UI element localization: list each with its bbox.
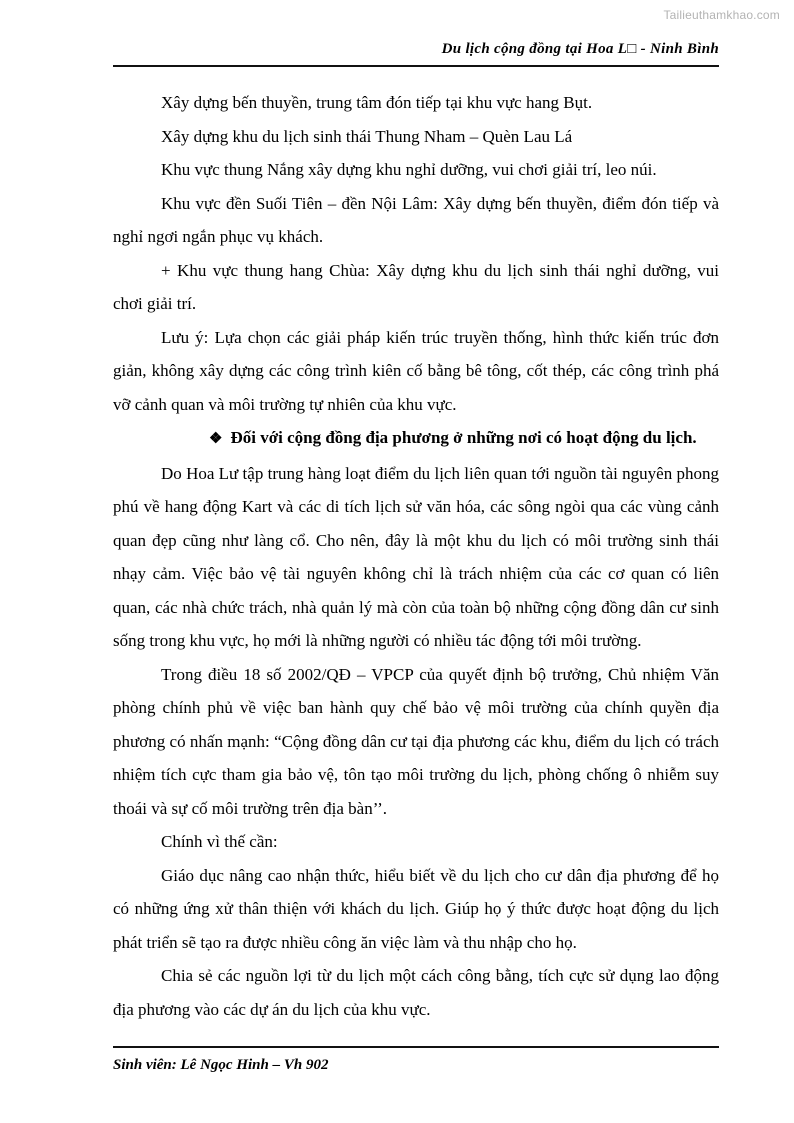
paragraph: Lưu ý: Lựa chọn các giải pháp kiến trúc truyền thống, hình thức kiến trúc đơn giản, không xây dựng các công trình kiên cố bằng bê tông, cốt thép, các công trình phá vỡ cảnh quan và môi trường tự nhiên của khu vực. bbox=[113, 327, 719, 414]
bullet-heading-text: Đối với cộng đồng địa phương ở những nơi có hoạt động du lịch. bbox=[230, 428, 697, 447]
paragraph: Xây dựng khu du lịch sinh thái Thung Nham – Quèn Lau Lá bbox=[161, 126, 573, 146]
footer-signature: Sinh viên: Lê Ngọc Hinh – Vh 902 bbox=[113, 1057, 329, 1073]
paragraph: Khu vực đền Suối Tiên – đền Nội Lâm: Xây dựng bến thuyền, điểm đón tiếp và nghỉ ngơi ngắn phục vụ khách. bbox=[113, 193, 719, 246]
document-body bbox=[113, 86, 719, 1026]
watermark-text: Tailieuthamkhao.com bbox=[663, 8, 780, 22]
bullet-heading bbox=[113, 421, 719, 457]
page-footer bbox=[113, 1046, 719, 1074]
paragraph: Chính vì thế cần: bbox=[161, 832, 278, 851]
header-title: Du lịch cộng đồng tại Hoa L□ - Ninh Bình bbox=[441, 41, 719, 57]
paragraph: Giáo dục nâng cao nhận thức, hiểu biết về du lịch cho cư dân địa phương để họ có những ứng xử thân thiện với khách du lịch. Giúp họ ý thức được hoạt động du lịch phát triển sẽ tạo ra được nhiều công ăn việc làm và thu nhập cho họ. bbox=[113, 865, 719, 952]
page-header bbox=[113, 40, 719, 67]
paragraph: Xây dựng bến thuyền, trung tâm đón tiếp tại khu vực hang Bụt. bbox=[161, 93, 593, 112]
paragraph: Trong điều 18 số 2002/QĐ – VPCP của quyết định bộ trưởng, Chủ nhiệm Văn phòng chính phủ về việc ban hành quy chế bảo vệ môi trường của chính quyền địa phương có nhấn mạnh: “Cộng đồng dân cư tại địa phương các khu, điểm du lịch có trách nhiệm tích cực tham gia bảo vệ, tôn tạo môi trường du lịch, phòng chống ô nhiễm suy thoái và sự cố môi trường trên địa bàn’’. bbox=[113, 664, 719, 818]
paragraph: + Khu vực thung hang Chùa: Xây dựng khu du lịch sinh thái nghỉ dưỡng, vui chơi giải trí. bbox=[113, 260, 719, 313]
paragraph: Do Hoa Lư tập trung hàng loạt điểm du lịch liên quan tới nguồn tài nguyên phong phú về hang động Kart và các di tích lịch sử văn hóa, các sông ngòi qua các vùng cảnh quan đẹp cũng như làng cổ. Cho nên, đây là một khu du lịch có môi trường sinh thái nhạy cảm. Việc bảo vệ tài nguyên không chỉ là trách nhiệm của các cơ quan có liên quan, các nhà chức trách, nhà quản lý mà còn của toàn bộ những cộng đồng dân cư sinh sống trong khu vực, họ mới là những người có nhiều tác động tới môi trường. bbox=[113, 463, 719, 650]
paragraph: Chia sẻ các nguồn lợi từ du lịch một cách công bằng, tích cực sử dụng lao động địa phương vào các dự án du lịch của khu vực. bbox=[113, 966, 719, 1019]
paragraph: Khu vực thung Nắng xây dựng khu nghỉ dưỡng, vui chơi giải trí, leo núi. bbox=[161, 160, 657, 179]
diamond-bullet-icon: ❖ bbox=[209, 431, 223, 447]
